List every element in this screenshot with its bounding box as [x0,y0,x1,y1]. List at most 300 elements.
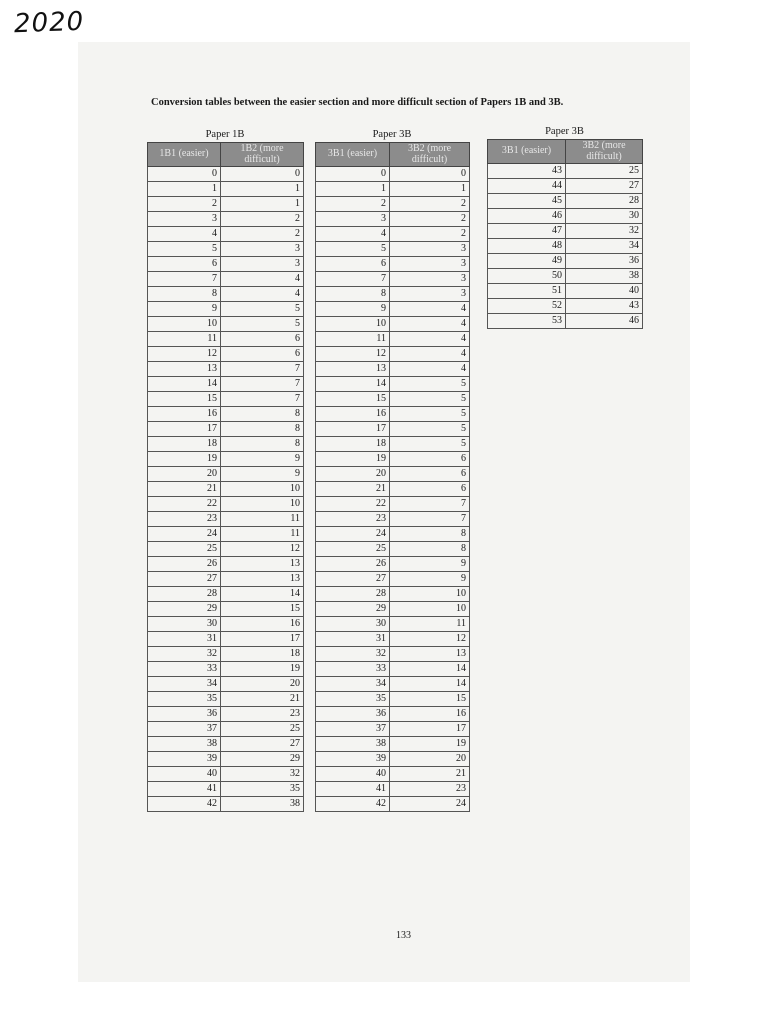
easier-score-cell: 21 [316,482,390,497]
table-row [316,272,470,287]
table-row [316,542,470,557]
difficult-score-cell: 20 [221,677,304,692]
document-title: Conversion tables between the easier section and more difficult section of Papers 1B and 3B. [151,97,564,108]
table-row [148,437,304,452]
difficult-score-cell: 25 [221,722,304,737]
difficult-score-cell: 3 [221,242,304,257]
difficult-score-cell: 21 [390,767,470,782]
table-row [316,737,470,752]
difficult-score-cell: 7 [390,497,470,512]
table-row [148,422,304,437]
table-row [148,467,304,482]
easier-score-cell: 3 [148,212,221,227]
table-row [148,647,304,662]
easier-score-cell: 4 [148,227,221,242]
handwritten-year: 2020 [13,6,85,40]
difficult-score-cell: 2 [221,227,304,242]
easier-score-cell: 38 [148,737,221,752]
easier-score-cell: 10 [148,317,221,332]
table-row [148,617,304,632]
easier-score-cell: 25 [148,542,221,557]
difficult-score-cell: 7 [221,392,304,407]
easier-score-cell: 33 [148,662,221,677]
difficult-score-cell: 14 [390,662,470,677]
difficult-score-cell: 5 [390,437,470,452]
difficult-score-cell: 32 [221,767,304,782]
easier-score-cell: 7 [316,272,390,287]
table-row [316,197,470,212]
table-row [316,482,470,497]
column-header-difficult: 3B2 (more difficult) [390,143,470,167]
difficult-score-cell: 5 [390,377,470,392]
table-row [148,662,304,677]
table-row [316,632,470,647]
easier-score-cell: 0 [148,167,221,182]
table-row [148,767,304,782]
table-row [316,617,470,632]
easier-score-cell: 9 [316,302,390,317]
table-row [148,542,304,557]
difficult-score-cell: 7 [221,362,304,377]
table-row [148,407,304,422]
easier-score-cell: 45 [488,194,566,209]
difficult-score-cell: 12 [221,542,304,557]
table-row [316,167,470,182]
easier-score-cell: 37 [148,722,221,737]
table-row [148,677,304,692]
table-row [316,797,470,812]
table-row [148,317,304,332]
table-row [148,452,304,467]
easier-score-cell: 50 [488,269,566,284]
table-row [148,632,304,647]
easier-score-cell: 49 [488,254,566,269]
table-caption: Paper 1B [205,129,245,140]
table-row [488,209,643,224]
table-row [316,767,470,782]
difficult-score-cell: 8 [221,437,304,452]
column-header-difficult: 3B2 (more difficult) [566,140,643,164]
easier-score-cell: 52 [488,299,566,314]
difficult-score-cell: 20 [390,752,470,767]
easier-score-cell: 32 [316,647,390,662]
table-row [488,239,643,254]
difficult-score-cell: 4 [390,362,470,377]
easier-score-cell: 18 [148,437,221,452]
easier-score-cell: 13 [316,362,390,377]
difficult-score-cell: 16 [221,617,304,632]
table-paper-1b [147,128,303,812]
difficult-score-cell: 4 [390,317,470,332]
easier-score-cell: 1 [148,182,221,197]
table-row [316,437,470,452]
table-row [316,332,470,347]
table-row [488,314,643,329]
table-row [488,254,643,269]
difficult-score-cell: 36 [566,254,643,269]
table-row [148,182,304,197]
table-row [148,392,304,407]
table-row [316,557,470,572]
easier-score-cell: 7 [148,272,221,287]
difficult-score-cell: 5 [221,317,304,332]
difficult-score-cell: 3 [390,287,470,302]
easier-score-cell: 4 [316,227,390,242]
table-row [316,182,470,197]
difficult-score-cell: 6 [221,332,304,347]
table-caption: Paper 3B [545,126,584,137]
easier-score-cell: 38 [316,737,390,752]
table-caption: Paper 3B [372,129,412,140]
difficult-score-cell: 0 [390,167,470,182]
easier-score-cell: 41 [148,782,221,797]
difficult-score-cell: 13 [221,557,304,572]
difficult-score-cell: 1 [221,197,304,212]
easier-score-cell: 21 [148,482,221,497]
table-row [148,377,304,392]
table-row [148,797,304,812]
easier-score-cell: 23 [148,512,221,527]
conversion-table [315,142,470,812]
table-row [316,302,470,317]
difficult-score-cell: 10 [390,602,470,617]
column-header-easier: 3B1 (easier) [316,143,390,167]
easier-score-cell: 39 [148,752,221,767]
easier-score-cell: 15 [148,392,221,407]
easier-score-cell: 18 [316,437,390,452]
difficult-score-cell: 14 [390,677,470,692]
difficult-score-cell: 4 [221,272,304,287]
difficult-score-cell: 14 [221,587,304,602]
page-number: 133 [396,930,411,941]
table-row [316,317,470,332]
easier-score-cell: 34 [316,677,390,692]
difficult-score-cell: 12 [390,632,470,647]
difficult-score-cell: 46 [566,314,643,329]
easier-score-cell: 30 [148,617,221,632]
table-row [316,722,470,737]
easier-score-cell: 43 [488,164,566,179]
table-row [148,707,304,722]
table-row [316,467,470,482]
easier-score-cell: 26 [148,557,221,572]
difficult-score-cell: 40 [566,284,643,299]
table-row [316,227,470,242]
difficult-score-cell: 2 [221,212,304,227]
table-row [316,212,470,227]
table-row [316,647,470,662]
easier-score-cell: 47 [488,224,566,239]
table-row [148,572,304,587]
easier-score-cell: 19 [316,452,390,467]
column-header-easier: 1B1 (easier) [148,143,221,167]
table-row [316,707,470,722]
difficult-score-cell: 25 [566,164,643,179]
easier-score-cell: 36 [148,707,221,722]
difficult-score-cell: 4 [390,347,470,362]
table-row [148,287,304,302]
easier-score-cell: 13 [148,362,221,377]
easier-score-cell: 42 [148,797,221,812]
difficult-score-cell: 0 [221,167,304,182]
easier-score-cell: 28 [148,587,221,602]
table-row [148,362,304,377]
table-row [148,197,304,212]
table-row [316,662,470,677]
difficult-score-cell: 6 [390,482,470,497]
table-row [148,227,304,242]
difficult-score-cell: 2 [390,227,470,242]
easier-score-cell: 26 [316,557,390,572]
easier-score-cell: 14 [316,377,390,392]
difficult-score-cell: 3 [390,242,470,257]
table-row [316,587,470,602]
table-row [488,299,643,314]
difficult-score-cell: 4 [390,332,470,347]
difficult-score-cell: 30 [566,209,643,224]
difficult-score-cell: 6 [390,467,470,482]
difficult-score-cell: 2 [390,212,470,227]
table-row [148,602,304,617]
difficult-score-cell: 13 [390,647,470,662]
easier-score-cell: 35 [316,692,390,707]
difficult-score-cell: 3 [390,257,470,272]
difficult-score-cell: 5 [390,392,470,407]
difficult-score-cell: 1 [221,182,304,197]
difficult-score-cell: 9 [221,467,304,482]
table-row [316,347,470,362]
table-row [316,602,470,617]
easier-score-cell: 24 [148,527,221,542]
easier-score-cell: 53 [488,314,566,329]
table-row [148,512,304,527]
easier-score-cell: 17 [148,422,221,437]
difficult-score-cell: 27 [221,737,304,752]
difficult-score-cell: 19 [221,662,304,677]
difficult-score-cell: 9 [390,572,470,587]
table-row [316,512,470,527]
difficult-score-cell: 29 [221,752,304,767]
table-row [316,422,470,437]
table-row [488,269,643,284]
easier-score-cell: 36 [316,707,390,722]
table-row [488,164,643,179]
easier-score-cell: 11 [316,332,390,347]
difficult-score-cell: 5 [390,422,470,437]
easier-score-cell: 16 [316,407,390,422]
table-row [316,752,470,767]
easier-score-cell: 20 [316,467,390,482]
difficult-score-cell: 11 [221,527,304,542]
table-row [148,782,304,797]
column-header-easier: 3B1 (easier) [488,140,566,164]
easier-score-cell: 10 [316,317,390,332]
easier-score-cell: 27 [316,572,390,587]
easier-score-cell: 24 [316,527,390,542]
table-row [148,692,304,707]
difficult-score-cell: 4 [221,287,304,302]
table-row [488,224,643,239]
table-row [148,587,304,602]
easier-score-cell: 20 [148,467,221,482]
difficult-score-cell: 6 [390,452,470,467]
difficult-score-cell: 11 [221,512,304,527]
easier-score-cell: 33 [316,662,390,677]
table-row [316,572,470,587]
difficult-score-cell: 24 [390,797,470,812]
conversion-table [487,139,643,329]
easier-score-cell: 28 [316,587,390,602]
table-paper-3b-part2 [487,125,642,329]
table-row [148,557,304,572]
difficult-score-cell: 17 [390,722,470,737]
table-row [148,242,304,257]
easier-score-cell: 12 [316,347,390,362]
easier-score-cell: 30 [316,617,390,632]
easier-score-cell: 22 [148,497,221,512]
difficult-score-cell: 32 [566,224,643,239]
difficult-score-cell: 23 [390,782,470,797]
table-row [316,287,470,302]
easier-score-cell: 9 [148,302,221,317]
difficult-score-cell: 38 [566,269,643,284]
difficult-score-cell: 17 [221,632,304,647]
easier-score-cell: 44 [488,179,566,194]
easier-score-cell: 32 [148,647,221,662]
table-row [316,782,470,797]
difficult-score-cell: 19 [390,737,470,752]
easier-score-cell: 27 [148,572,221,587]
difficult-score-cell: 3 [390,272,470,287]
difficult-score-cell: 11 [390,617,470,632]
table-paper-3b-part1 [315,128,469,812]
table-row [488,179,643,194]
easier-score-cell: 40 [316,767,390,782]
difficult-score-cell: 5 [221,302,304,317]
easier-score-cell: 0 [316,167,390,182]
table-row [148,167,304,182]
difficult-score-cell: 10 [221,482,304,497]
difficult-score-cell: 38 [221,797,304,812]
table-row [148,482,304,497]
table-row [148,332,304,347]
table-row [316,257,470,272]
table-row [148,212,304,227]
table-row [488,194,643,209]
table-row [148,752,304,767]
easier-score-cell: 12 [148,347,221,362]
table-row [316,527,470,542]
difficult-score-cell: 15 [221,602,304,617]
easier-score-cell: 16 [148,407,221,422]
easier-score-cell: 15 [316,392,390,407]
difficult-score-cell: 6 [221,347,304,362]
difficult-score-cell: 18 [221,647,304,662]
easier-score-cell: 31 [316,632,390,647]
difficult-score-cell: 21 [221,692,304,707]
difficult-score-cell: 4 [390,302,470,317]
difficult-score-cell: 1 [390,182,470,197]
table-row [316,407,470,422]
easier-score-cell: 41 [316,782,390,797]
difficult-score-cell: 8 [221,422,304,437]
easier-score-cell: 14 [148,377,221,392]
easier-score-cell: 19 [148,452,221,467]
table-row [316,392,470,407]
easier-score-cell: 37 [316,722,390,737]
easier-score-cell: 29 [316,602,390,617]
difficult-score-cell: 2 [390,197,470,212]
easier-score-cell: 34 [148,677,221,692]
difficult-score-cell: 9 [390,557,470,572]
table-row [148,497,304,512]
difficult-score-cell: 35 [221,782,304,797]
table-row [316,497,470,512]
difficult-score-cell: 23 [221,707,304,722]
table-row [148,257,304,272]
easier-score-cell: 6 [316,257,390,272]
difficult-score-cell: 27 [566,179,643,194]
easier-score-cell: 40 [148,767,221,782]
easier-score-cell: 31 [148,632,221,647]
difficult-score-cell: 5 [390,407,470,422]
table-row [316,377,470,392]
table-row [316,692,470,707]
difficult-score-cell: 7 [221,377,304,392]
difficult-score-cell: 16 [390,707,470,722]
table-row [316,677,470,692]
table-row [148,737,304,752]
easier-score-cell: 35 [148,692,221,707]
table-row [148,722,304,737]
column-header-difficult: 1B2 (more difficult) [221,143,304,167]
easier-score-cell: 5 [148,242,221,257]
easier-score-cell: 42 [316,797,390,812]
difficult-score-cell: 8 [221,407,304,422]
difficult-score-cell: 13 [221,572,304,587]
difficult-score-cell: 15 [390,692,470,707]
easier-score-cell: 5 [316,242,390,257]
difficult-score-cell: 7 [390,512,470,527]
difficult-score-cell: 8 [390,527,470,542]
difficult-score-cell: 10 [221,497,304,512]
easier-score-cell: 29 [148,602,221,617]
easier-score-cell: 3 [316,212,390,227]
easier-score-cell: 48 [488,239,566,254]
easier-score-cell: 8 [148,287,221,302]
easier-score-cell: 39 [316,752,390,767]
difficult-score-cell: 34 [566,239,643,254]
easier-score-cell: 46 [488,209,566,224]
easier-score-cell: 11 [148,332,221,347]
table-row [148,302,304,317]
easier-score-cell: 1 [316,182,390,197]
easier-score-cell: 6 [148,257,221,272]
difficult-score-cell: 3 [221,257,304,272]
difficult-score-cell: 43 [566,299,643,314]
difficult-score-cell: 9 [221,452,304,467]
easier-score-cell: 17 [316,422,390,437]
easier-score-cell: 8 [316,287,390,302]
conversion-table [147,142,304,812]
easier-score-cell: 25 [316,542,390,557]
difficult-score-cell: 10 [390,587,470,602]
table-row [316,362,470,377]
table-row [316,242,470,257]
easier-score-cell: 22 [316,497,390,512]
difficult-score-cell: 28 [566,194,643,209]
easier-score-cell: 23 [316,512,390,527]
